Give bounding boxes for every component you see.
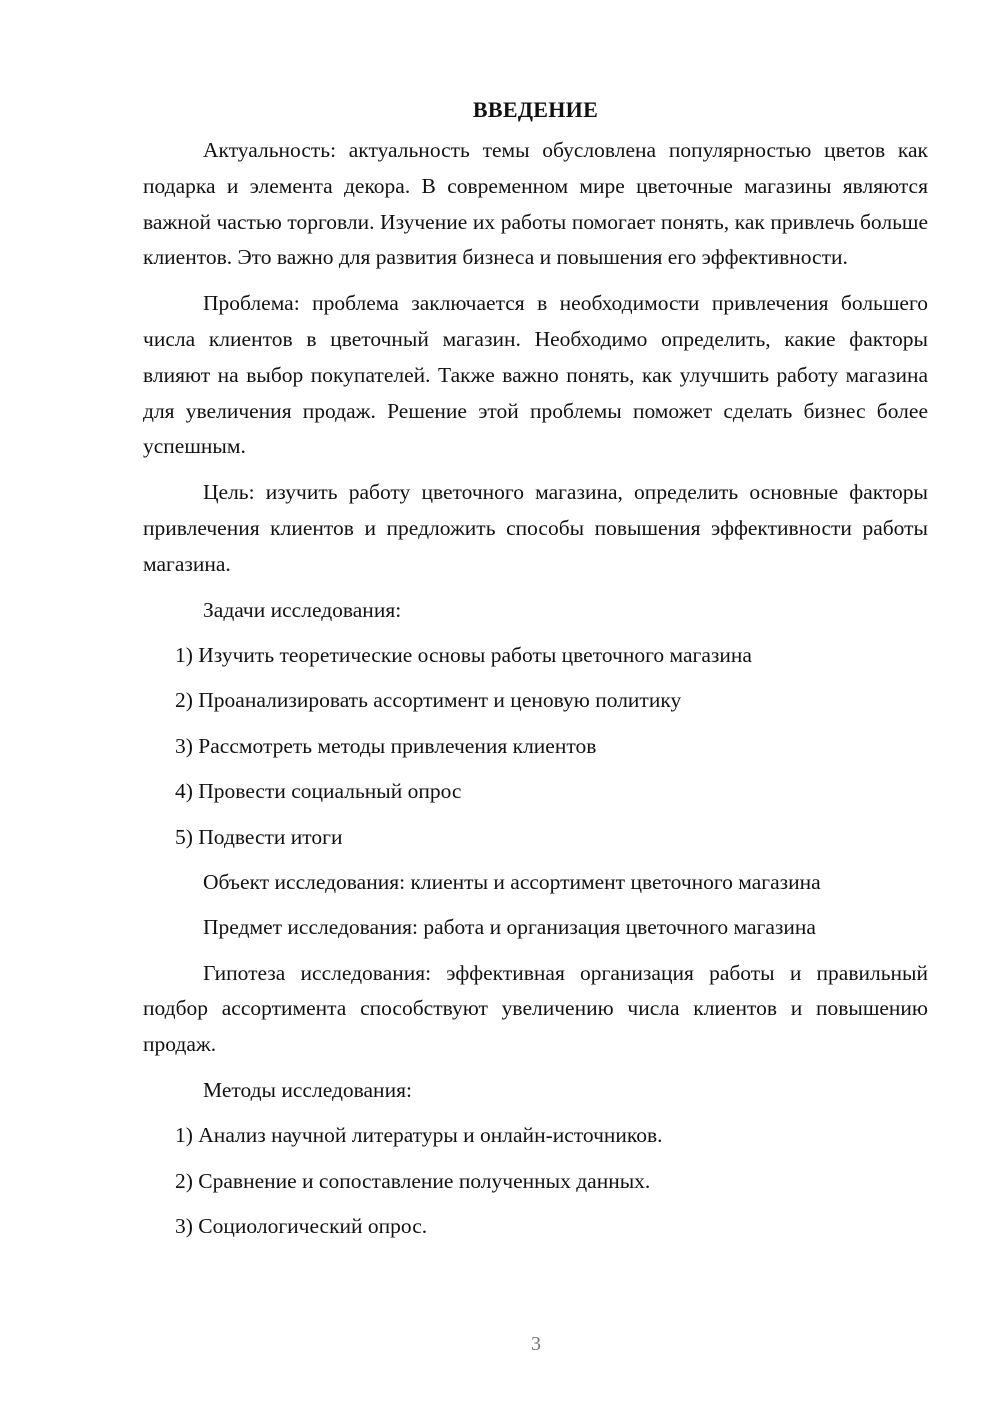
- object-line: Объект исследования: клиенты и ассортимент цветочного магазина: [203, 869, 821, 894]
- problem-paragraph: Проблема: проблема заключается в необходимости привлечения большего числа клиентов в цветочный магазин. Необходимо определить, какие факторы влияют на выбор покупателей. Также важно понять, как улучшить работу магазина для увеличения продаж. Решение этой проблемы поможет сделать бизнес более успешным.: [143, 291, 928, 459]
- list-item: 3) Рассмотреть методы привлечения клиентов: [175, 733, 597, 758]
- goal-paragraph: Цель: изучить работу цветочного магазина, определить основные факторы привлечения клиентов и предложить способы повышения эффективности работы магазина.: [143, 480, 928, 576]
- tasks-heading: Задачи исследования:: [203, 597, 402, 622]
- list-item: 1) Изучить теоретические основы работы цветочного магазина: [175, 642, 752, 667]
- list-item: 5) Подвести итоги: [175, 824, 343, 849]
- list-item: 2) Сравнение и сопоставление полученных данных.: [175, 1168, 651, 1193]
- page-number: 3: [531, 1333, 541, 1355]
- list-item: 4) Провести социальный опрос: [175, 779, 462, 804]
- list-item: 1) Анализ научной литературы и онлайн-источников.: [175, 1123, 663, 1148]
- subject-line: Предмет исследования: работа и организация цветочного магазина: [203, 915, 816, 940]
- list-item: 3) Социологический опрос.: [175, 1214, 428, 1239]
- document-page: [143, 92, 928, 1255]
- list-item: 2) Проанализировать ассортимент и ценовую политику: [175, 688, 682, 713]
- methods-heading: Методы исследования:: [203, 1078, 412, 1103]
- section-heading: ВВЕДЕНИЕ: [472, 97, 599, 122]
- methods-list: [143, 1118, 928, 1245]
- tasks-list: [143, 638, 928, 855]
- relevance-paragraph: Актуальность: актуальность темы обусловлена популярностью цветов как подарка и элемента декора. В современном мире цветочные магазины являются важной частью торговли. Изучение их работы помогает понять, как привлечь больше клиентов. Это важно для развития бизнеса и повышения его эффективности.: [143, 138, 928, 270]
- hypothesis-paragraph: Гипотеза исследования: эффективная организация работы и правильный подбор ассортимента способствуют увеличению числа клиентов и повышению продаж.: [143, 960, 928, 1057]
